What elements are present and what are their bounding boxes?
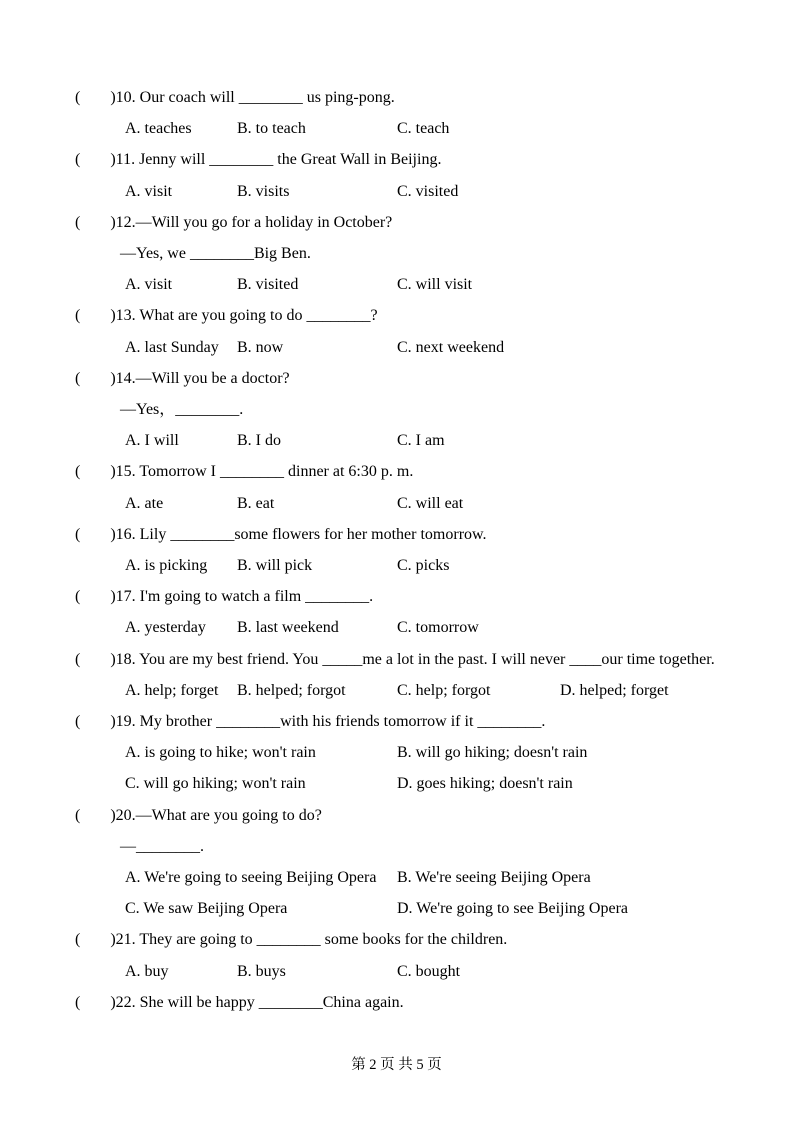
paren-open: ( bbox=[75, 151, 81, 169]
question-line bbox=[75, 363, 718, 394]
paren-open: ( bbox=[75, 463, 81, 481]
question-block bbox=[75, 581, 718, 643]
question-block bbox=[75, 800, 718, 925]
question-line bbox=[75, 456, 718, 487]
option-cell: B. to teach bbox=[237, 120, 306, 138]
paren-close: ) bbox=[110, 588, 116, 606]
question-text: 12.—Will you go for a holiday in October? bbox=[115, 213, 393, 231]
answer-blank-parens bbox=[75, 651, 116, 668]
question-line bbox=[75, 144, 718, 175]
paren-open: ( bbox=[75, 525, 81, 543]
page-number: 第 2 页 共 5 页 bbox=[351, 1057, 442, 1073]
option-cell: B. will pick bbox=[237, 557, 313, 575]
option-cell: C. will go hiking; won't rain bbox=[125, 775, 306, 793]
option-cell: B. eat bbox=[237, 494, 275, 512]
options-row bbox=[75, 768, 718, 799]
reply-line: —Yes，________. bbox=[120, 401, 244, 419]
paren-close: ) bbox=[110, 463, 116, 481]
option-cell: A. buy bbox=[125, 962, 169, 980]
question-block bbox=[75, 456, 718, 518]
option-cell: B. now bbox=[237, 338, 284, 356]
answer-blank-parens bbox=[75, 994, 116, 1011]
option-cell: C. picks bbox=[397, 557, 450, 575]
question-text: 18. You are my best friend. You _____me a lot in the past. I will never ____our time together. bbox=[115, 650, 715, 668]
option-cell: A. visit bbox=[125, 182, 173, 200]
question-line bbox=[75, 800, 718, 831]
question-block bbox=[75, 82, 718, 144]
paren-close: ) bbox=[110, 650, 116, 668]
answer-blank-parens bbox=[75, 89, 116, 106]
answer-blank-parens bbox=[75, 463, 116, 480]
question-text: 14.—Will you be a doctor? bbox=[115, 369, 290, 387]
question-text: 20.—What are you going to do? bbox=[115, 806, 322, 824]
option-cell: B. will go hiking; doesn't rain bbox=[397, 744, 588, 762]
question-text: 10. Our coach will ________ us ping-pong. bbox=[115, 89, 395, 106]
answer-blank-parens bbox=[75, 931, 116, 948]
option-cell: C. will eat bbox=[397, 494, 464, 512]
paren-close: ) bbox=[110, 369, 116, 387]
question-text: 13. What are you going to do ________? bbox=[115, 307, 378, 325]
question-block bbox=[75, 644, 718, 706]
question-block bbox=[75, 987, 718, 1018]
options-row bbox=[75, 675, 718, 706]
question-block bbox=[75, 144, 718, 206]
option-cell: A. is going to hike; won't rain bbox=[125, 744, 316, 762]
question-block bbox=[75, 924, 718, 986]
option-cell: B. helped; forgot bbox=[237, 681, 346, 699]
answer-blank-parens bbox=[75, 307, 116, 324]
question-line bbox=[75, 706, 718, 737]
question-line bbox=[75, 644, 718, 675]
paren-close: ) bbox=[110, 931, 116, 949]
question-block bbox=[75, 706, 718, 800]
question-text: 16. Lily ________some flowers for her mother tomorrow. bbox=[115, 525, 487, 543]
paren-close: ) bbox=[110, 713, 116, 731]
question-text: 15. Tomorrow I ________ dinner at 6:30 p. m. bbox=[115, 463, 414, 481]
option-cell: A. yesterday bbox=[125, 619, 206, 637]
options-row bbox=[75, 113, 718, 144]
paren-open: ( bbox=[75, 806, 81, 824]
question-block bbox=[75, 519, 718, 581]
answer-blank-parens bbox=[75, 713, 116, 730]
question-block bbox=[75, 363, 718, 457]
options-row bbox=[75, 488, 718, 519]
option-cell: D. goes hiking; doesn't rain bbox=[397, 775, 573, 793]
question-line bbox=[75, 987, 718, 1018]
question-line bbox=[75, 82, 718, 113]
paren-open: ( bbox=[75, 307, 81, 325]
paren-close: ) bbox=[110, 213, 116, 231]
options-row bbox=[75, 893, 718, 924]
paren-close: ) bbox=[110, 525, 116, 543]
reply-line: —Yes, we ________Big Ben. bbox=[120, 245, 311, 263]
option-cell: C. teach bbox=[397, 120, 450, 138]
option-cell: C. tomorrow bbox=[397, 619, 479, 637]
options-row bbox=[75, 425, 718, 456]
paren-open: ( bbox=[75, 931, 81, 949]
question-list bbox=[75, 82, 718, 1018]
option-cell: C. help; forgot bbox=[397, 681, 491, 699]
option-cell: C. visited bbox=[397, 182, 459, 200]
question-text: 17. I'm going to watch a film ________. bbox=[115, 588, 374, 606]
option-cell: B. visited bbox=[237, 276, 299, 294]
question-line bbox=[75, 581, 718, 612]
option-cell: D. We're going to see Beijing Opera bbox=[397, 900, 629, 918]
question-line bbox=[75, 300, 718, 331]
paren-open: ( bbox=[75, 369, 81, 387]
option-cell: C. I am bbox=[397, 432, 445, 450]
answer-blank-parens bbox=[75, 588, 116, 605]
question-block bbox=[75, 207, 718, 301]
options-row bbox=[75, 176, 718, 207]
option-cell: D. helped; forget bbox=[560, 681, 669, 699]
option-cell: A. is picking bbox=[125, 557, 208, 575]
paren-close: ) bbox=[110, 89, 116, 106]
answer-blank-parens bbox=[75, 151, 116, 168]
option-cell: A. teaches bbox=[125, 120, 192, 138]
question-line bbox=[75, 519, 718, 550]
option-cell: A. help; forget bbox=[125, 681, 219, 699]
paren-close: ) bbox=[110, 806, 116, 824]
option-cell: A. We're going to seeing Beijing Opera bbox=[125, 869, 377, 887]
paren-open: ( bbox=[75, 650, 81, 668]
page-footer bbox=[0, 1056, 793, 1074]
option-cell: B. We're seeing Beijing Opera bbox=[397, 869, 591, 887]
option-cell: C. will visit bbox=[397, 276, 473, 294]
paren-open: ( bbox=[75, 213, 81, 231]
option-cell: B. buys bbox=[237, 962, 286, 980]
options-row bbox=[75, 737, 718, 768]
options-row bbox=[75, 550, 718, 581]
question-block bbox=[75, 300, 718, 362]
paren-open: ( bbox=[75, 89, 81, 106]
question-text: 21. They are going to ________ some books for the children. bbox=[115, 931, 508, 949]
question-line bbox=[75, 207, 718, 238]
paren-close: ) bbox=[110, 151, 116, 169]
option-cell: B. last weekend bbox=[237, 619, 339, 637]
option-cell: A. I will bbox=[125, 432, 179, 450]
paren-open: ( bbox=[75, 713, 81, 731]
paren-close: ) bbox=[110, 993, 116, 1011]
paren-close: ) bbox=[110, 307, 116, 325]
answer-blank-parens bbox=[75, 526, 116, 543]
answer-blank-parens bbox=[75, 214, 116, 231]
option-cell: B. visits bbox=[237, 182, 290, 200]
answer-blank-parens bbox=[75, 807, 116, 824]
question-line bbox=[75, 924, 718, 955]
reply-line: —________. bbox=[120, 837, 204, 855]
option-cell: A. visit bbox=[125, 276, 173, 294]
option-cell: C. We saw Beijing Opera bbox=[125, 900, 288, 918]
option-cell: C. bought bbox=[397, 962, 461, 980]
options-row bbox=[75, 612, 718, 643]
option-cell: B. I do bbox=[237, 432, 281, 450]
answer-blank-parens bbox=[75, 370, 116, 387]
paren-open: ( bbox=[75, 993, 81, 1011]
options-row bbox=[75, 269, 718, 300]
options-row bbox=[75, 862, 718, 893]
question-text: 19. My brother ________with his friends tomorrow if it ________. bbox=[115, 713, 546, 731]
paren-open: ( bbox=[75, 588, 81, 606]
option-cell: C. next weekend bbox=[397, 338, 505, 356]
question-text: 22. She will be happy ________China again. bbox=[115, 993, 404, 1011]
option-cell: A. last Sunday bbox=[125, 338, 219, 356]
question-text: 11. Jenny will ________ the Great Wall in Beijing. bbox=[115, 151, 442, 169]
option-cell: A. ate bbox=[125, 494, 164, 512]
options-row bbox=[75, 332, 718, 363]
options-row bbox=[75, 956, 718, 987]
